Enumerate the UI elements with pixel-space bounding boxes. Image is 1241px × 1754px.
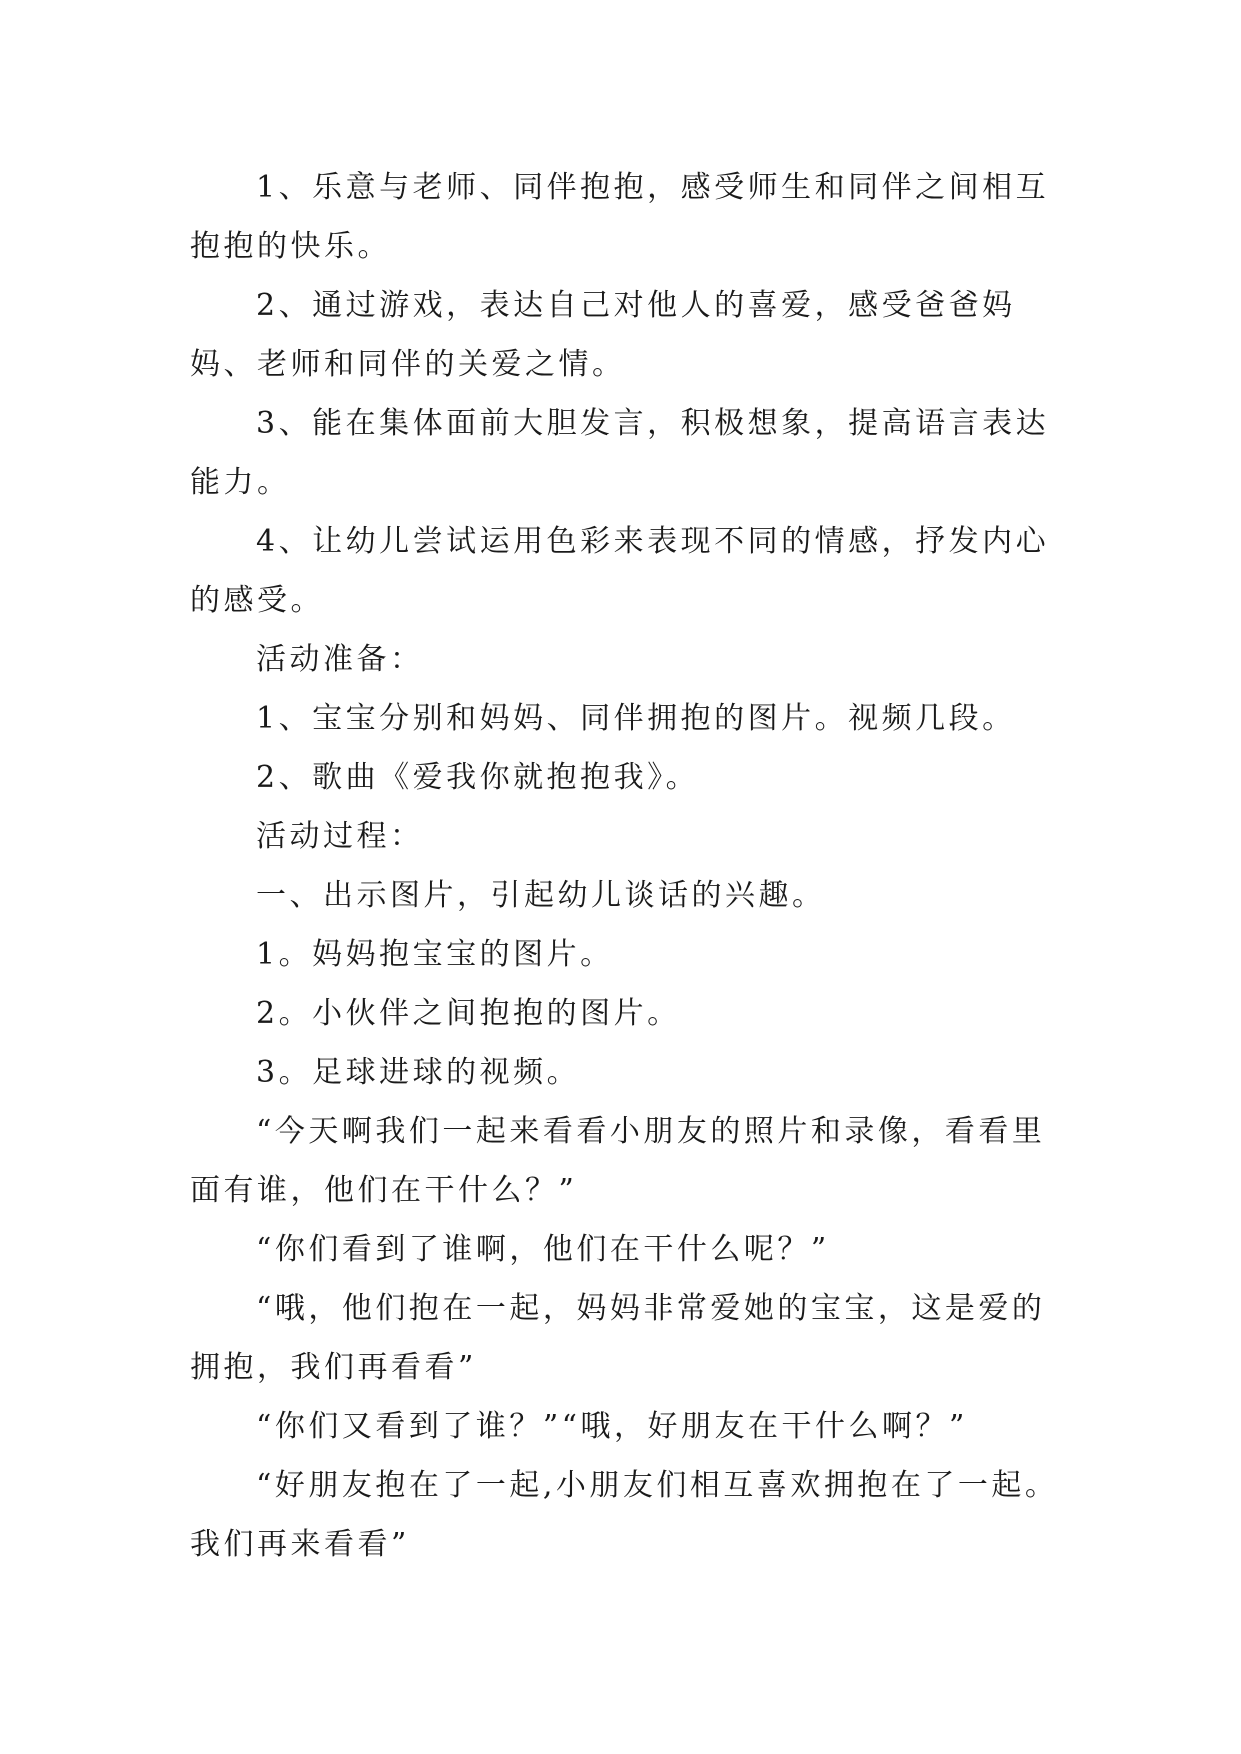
dialogue-3: “哦，他们抱在一起，妈妈非常爱她的宝宝，这是爱的拥抱，我们再看看” <box>190 1291 1046 1385</box>
dialogue-1: “今天啊我们一起来看看小朋友的照片和录像，看看里面有谁，他们在干什么？” <box>190 1114 1046 1208</box>
process-item-1: 1。妈妈抱宝宝的图片。 <box>256 937 614 972</box>
dialogue-2: “你们看到了谁啊，他们在干什么呢？” <box>256 1232 830 1267</box>
preparation-item-1: 1、宝宝分别和妈妈、同伴拥抱的图片。视频几段。 <box>256 701 1016 736</box>
process-item-2: 2。小伙伴之间抱抱的图片。 <box>256 996 681 1031</box>
preparation-item-2: 2、歌曲《爱我你就抱抱我》。 <box>256 760 700 795</box>
objective-1: 1、乐意与老师、同伴抱抱，感受师生和同伴之间相互抱抱的快乐。 <box>190 170 1050 264</box>
objective-3: 3、能在集体面前大胆发言，积极想象，提高语言表达能力。 <box>190 406 1050 500</box>
dialogue-4: “你们又看到了谁？”“哦，好朋友在干什么啊？” <box>256 1409 968 1444</box>
objective-4: 4、让幼儿尝试运用色彩来表现不同的情感，抒发内心的感受。 <box>190 524 1050 618</box>
process-step-1: 一、出示图片，引起幼儿谈话的兴趣。 <box>256 878 826 913</box>
document-body <box>190 158 1060 1574</box>
section-heading-preparation: 活动准备： <box>256 642 424 677</box>
objective-2: 2、通过游戏，表达自己对他人的喜爱，感受爸爸妈妈、老师和同伴的关爱之情。 <box>190 288 1016 382</box>
dialogue-5: “好朋友抱在了一起,小朋友们相互喜欢拥抱在了一起。我们再来看看” <box>190 1468 1059 1562</box>
process-item-3: 3。足球进球的视频。 <box>256 1055 581 1090</box>
section-heading-process: 活动过程： <box>256 819 424 854</box>
